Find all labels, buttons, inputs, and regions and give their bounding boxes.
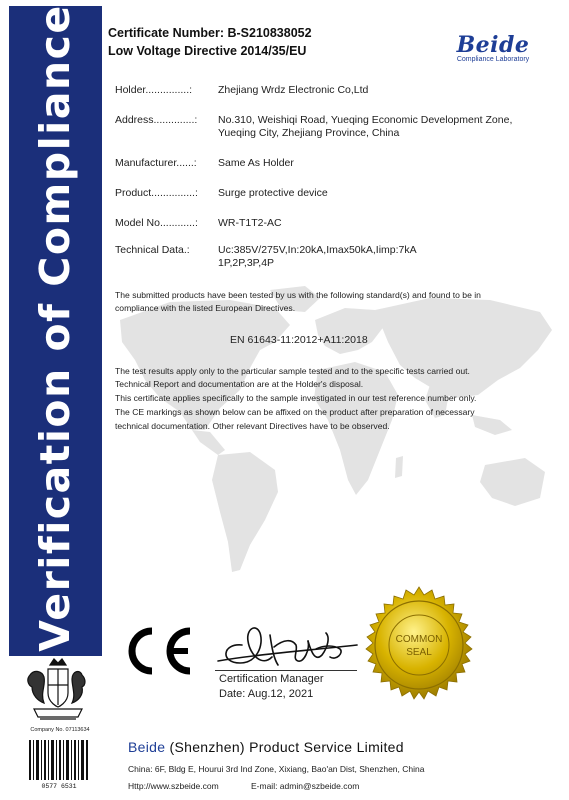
ce-mark-icon <box>118 625 196 677</box>
note-line-3: This certificate applies specifically to the sample investigated in our test reference number only. <box>115 393 477 403</box>
footer-email: E-mail: admin@szbeide.com <box>251 781 360 791</box>
note-line-2: Technical Report and documentation are at the Holder's disposal. <box>115 379 364 389</box>
directive-title: Low Voltage Directive 2014/35/EU <box>108 44 307 58</box>
svg-text:COMMON: COMMON <box>395 634 443 645</box>
issue-date: Date: Aug.12, 2021 <box>219 688 314 700</box>
holder-value: Zhejiang Wrdz Electronic Co,Ltd <box>218 84 369 96</box>
barcode-digits: 0577 6531 <box>41 783 77 790</box>
model-value: WR-T1T2-AC <box>218 217 282 229</box>
signature-line <box>215 670 357 671</box>
footer-brand: Beide <box>128 739 166 755</box>
holder-label: Holder...............: <box>115 84 193 96</box>
manufacturer-value: Same As Holder <box>218 157 294 169</box>
technical-data-value-line1: Uc:385V/275V,In:20kA,Imax50kA,Iimp:7kA <box>218 244 417 256</box>
address-label: Address..............: <box>115 114 198 126</box>
band-title: Verification of Compliance <box>31 4 79 652</box>
signatory-title: Certification Manager <box>219 673 324 685</box>
footer-website: Http://www.szbeide.com <box>128 781 219 791</box>
common-seal-icon <box>358 585 480 707</box>
footer-company-rest: (Shenzhen) Product Service Limited <box>165 739 404 755</box>
footer-address: China: 6F, Bldg E, Hourui 3rd Ind Zone, Xixiang, Bao'an Dist, Shenzhen, China <box>128 764 425 774</box>
model-label: Model No............: <box>115 217 198 229</box>
logo-wordmark: Beide <box>456 32 530 58</box>
royal-crest-icon <box>20 655 95 727</box>
address-value-line1: No.310, Weishiqi Road, Yueqing Economic Development Zone, <box>218 114 513 126</box>
standard-reference: EN 61643-11:2012+A11:2018 <box>230 334 368 346</box>
address-value-line2: Yueqing City, Zhejiang Province, China <box>218 127 400 139</box>
barcode-icon <box>28 738 90 790</box>
certificate-number: Certificate Number: B-S210838052 <box>108 26 312 40</box>
note-line-1: The test results apply only to the particular sample tested and to the specific tests carried out. <box>115 366 470 376</box>
product-label: Product...............: <box>115 187 198 199</box>
company-number: Company No. 07113634 <box>30 727 90 733</box>
technical-data-label: Technical Data.: <box>115 244 190 256</box>
intro-line-1: The submitted products have been tested by us with the following standard(s) and found to be in <box>115 290 481 300</box>
manufacturer-label: Manufacturer......: <box>115 157 197 169</box>
footer-company-name <box>128 739 404 755</box>
intro-line-2: compliance with the listed European Directives. <box>115 303 296 313</box>
note-line-4: The CE markings as shown below can be affixed on the product after preparation of necessary <box>115 407 475 417</box>
note-line-5: technical documentation. Other relevant Directives have to be observed. <box>115 421 390 431</box>
svg-text:SEAL: SEAL <box>406 647 432 658</box>
product-value: Surge protective device <box>218 187 328 199</box>
signature-icon <box>212 615 360 673</box>
logo-subtitle: Compliance Laboratory <box>456 56 530 63</box>
technical-data-value-line2: 1P,2P,3P,4P <box>218 257 275 269</box>
beide-logo <box>438 34 548 63</box>
